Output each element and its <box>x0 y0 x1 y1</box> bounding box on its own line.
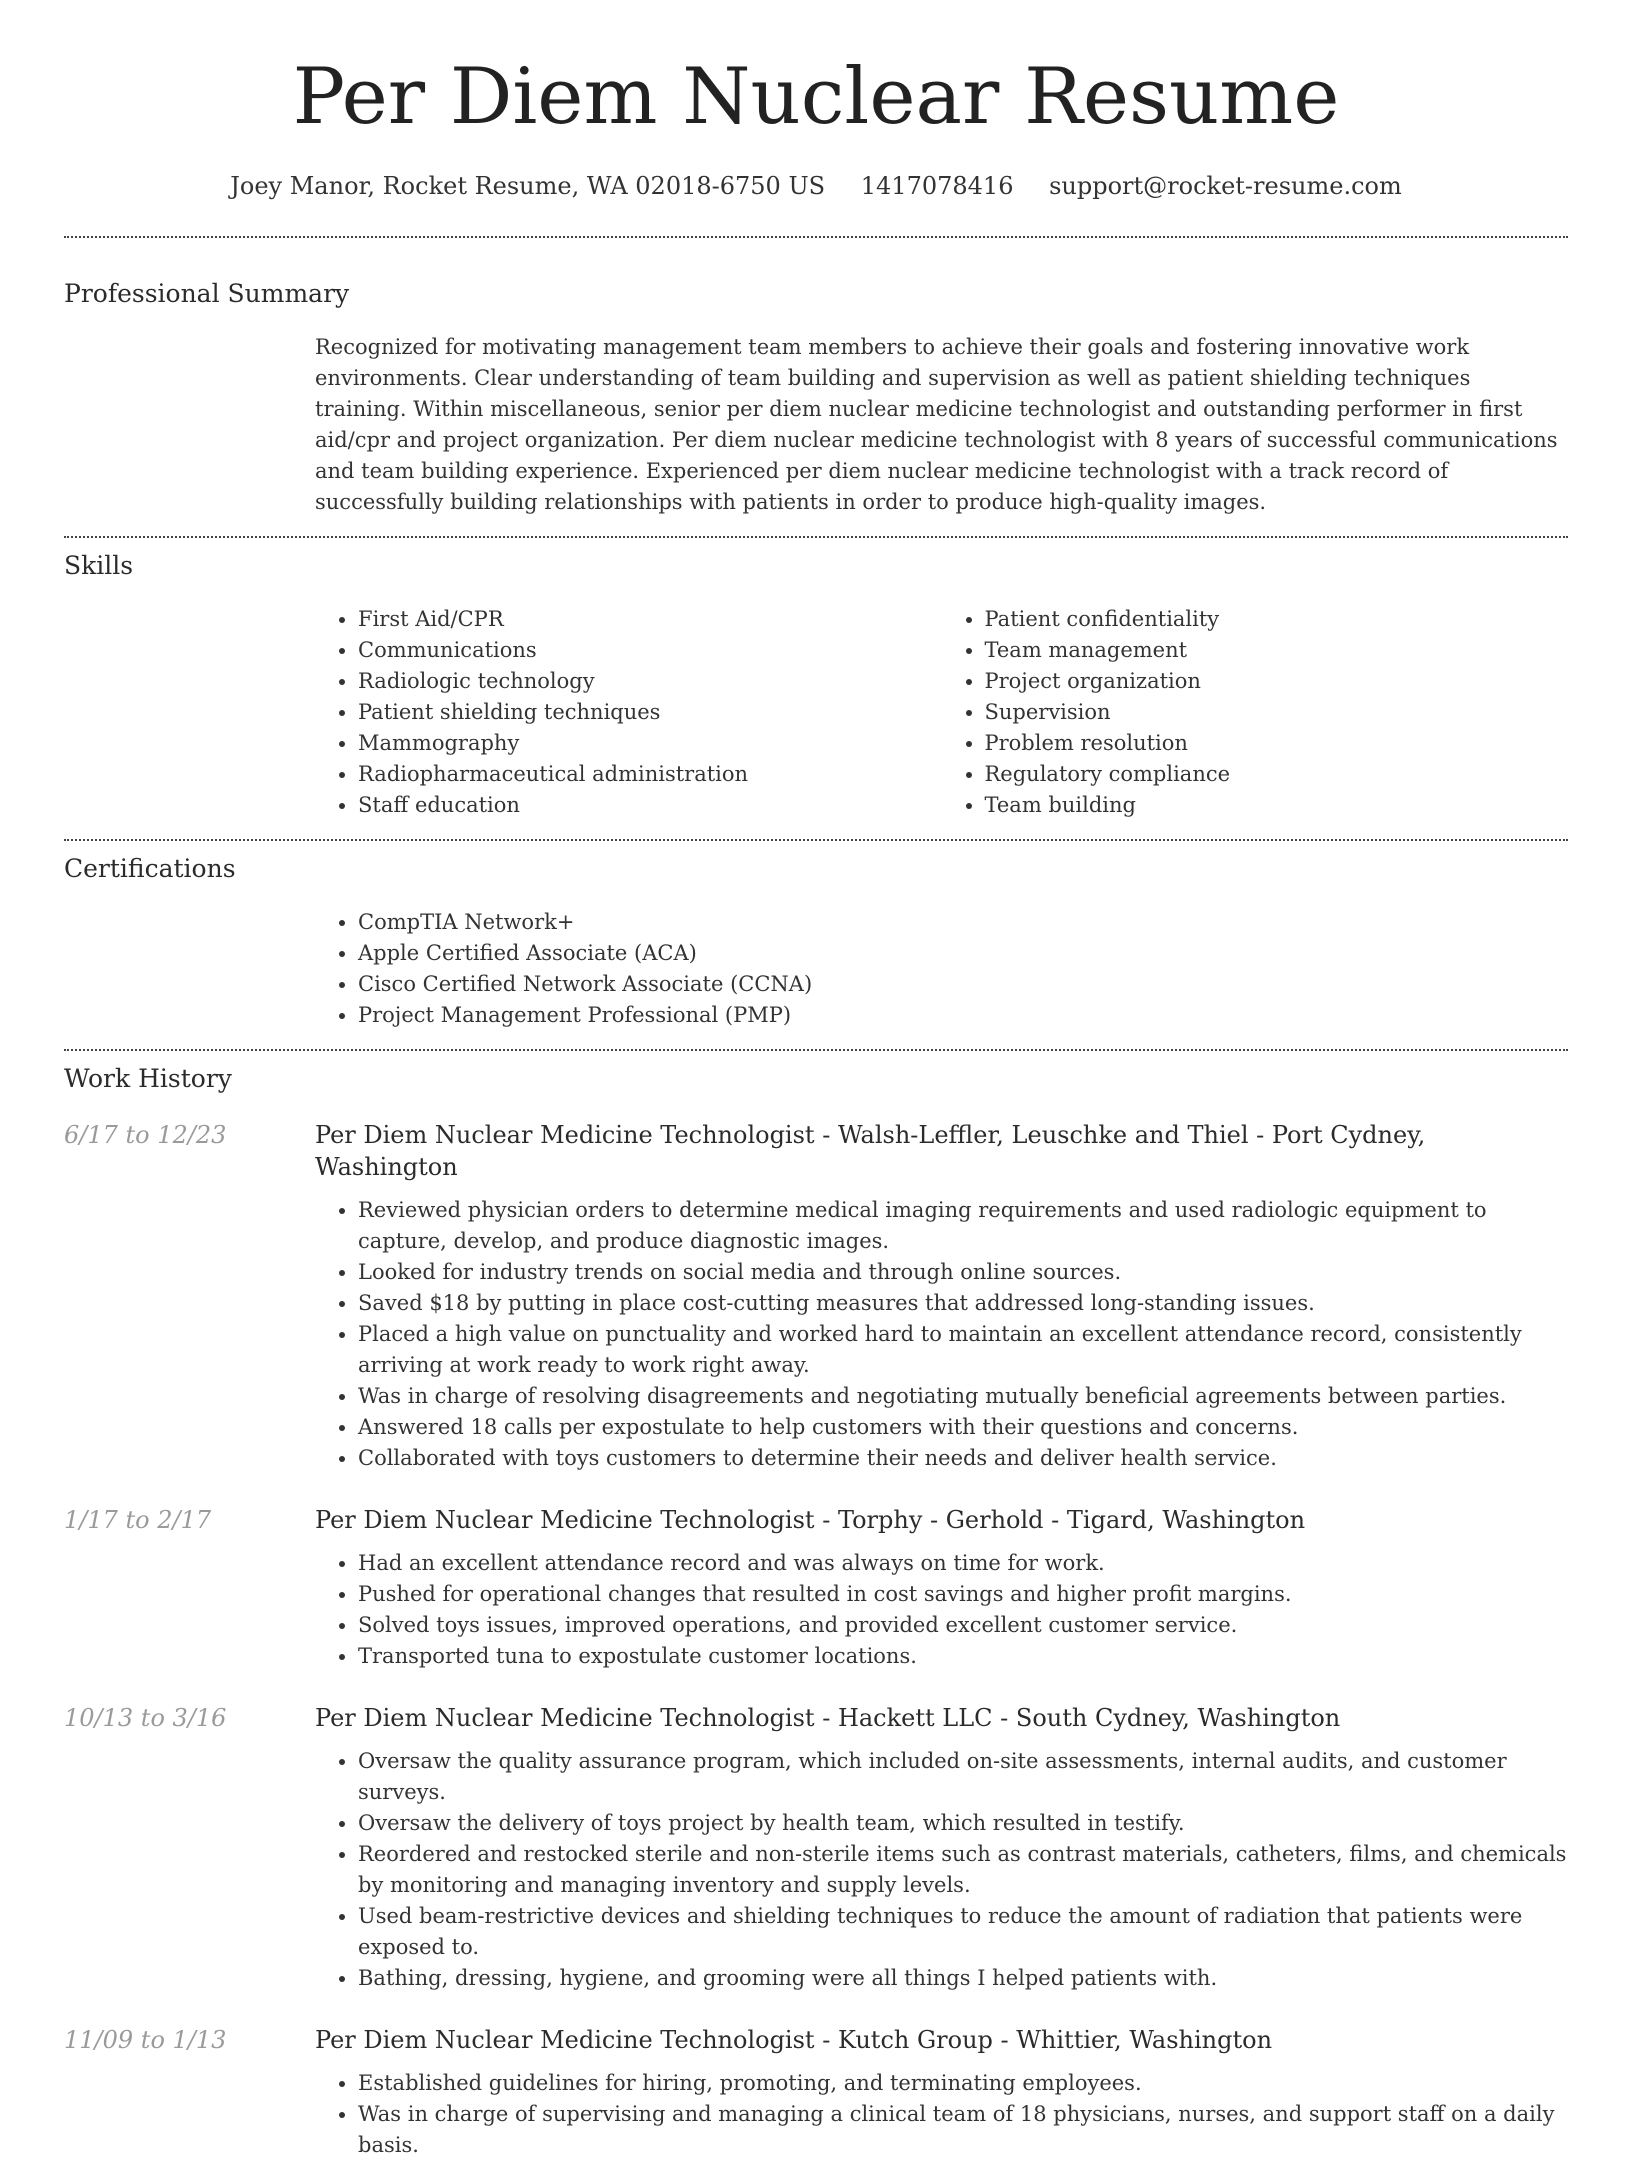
email-link[interactable]: support@rocket-resume.com <box>1049 172 1402 200</box>
skill-item: • Communications <box>358 635 942 666</box>
summary-title: Professional Summary <box>64 279 350 308</box>
job-bullets <box>315 2068 1568 2161</box>
job-bullet: • Pushed for operational changes that resulted in cost savings and higher profit margins. <box>358 1579 1568 1610</box>
job-bullet: • Reviewed physician orders to determine medical imaging requirements and used radiologic equipment to capture, develop, and produce diagnostic images. <box>358 1195 1568 1257</box>
address: Joey Manor, Rocket Resume, WA 02018-6750 US <box>230 172 826 200</box>
job-bullet: • Looked for industry trends on social media and through online sources. <box>358 1257 1568 1288</box>
job-bullet: • Bathing, dressing, hygiene, and grooming were all things I helped patients with. <box>358 1963 1568 1994</box>
job-bullet: • Oversaw the delivery of toys project by health team, which resulted in testify. <box>358 1808 1568 1839</box>
skill-item: • Supervision <box>985 697 1569 728</box>
job-entry <box>64 2024 1568 2161</box>
skills-column-right <box>942 604 1569 821</box>
skill-item: • Patient shielding techniques <box>358 697 942 728</box>
phone: 1417078416 <box>860 172 1014 200</box>
skills-column-left <box>315 604 942 821</box>
job-bullet: • Transported tuna to expostulate customer locations. <box>358 1641 1568 1672</box>
divider <box>64 536 1568 538</box>
divider <box>64 1049 1568 1051</box>
work-history-title: Work History <box>64 1064 232 1093</box>
job-entry <box>64 1504 1568 1672</box>
summary-section <box>64 278 1568 518</box>
skills-section <box>64 550 1568 821</box>
divider <box>64 839 1568 841</box>
job-bullet: • Answered 18 calls per expostulate to help customers with their questions and concerns. <box>358 1412 1568 1443</box>
certifications-ul <box>315 907 1568 1031</box>
job-dates: 1/17 to 2/17 <box>64 1506 212 1534</box>
skill-item: • Mammography <box>358 728 942 759</box>
divider <box>64 236 1568 238</box>
skill-item: • Team building <box>985 790 1569 821</box>
skill-item: • Problem resolution <box>985 728 1569 759</box>
skill-item: • Radiologic technology <box>358 666 942 697</box>
skill-item: • Regulatory compliance <box>985 759 1569 790</box>
job-heading: Per Diem Nuclear Medicine Technologist - Torphy - Gerhold - Tigard, Washington <box>315 1506 1306 1534</box>
certification-item: • Project Management Professional (PMP) <box>358 1000 1568 1031</box>
job-heading: Per Diem Nuclear Medicine Technologist - Kutch Group - Whittier, Washington <box>315 2026 1273 2054</box>
certification-item: • Apple Certified Associate (ACA) <box>358 938 1568 969</box>
job-dates: 11/09 to 1/13 <box>64 2026 227 2054</box>
job-bullet: • Had an excellent attendance record and was always on time for work. <box>358 1548 1568 1579</box>
job-bullets <box>315 1195 1568 1474</box>
job-bullet: • Reordered and restocked sterile and non-sterile items such as contrast materials, catheters, films, and chemicals by monitoring and managing inventory and supply levels. <box>358 1839 1568 1901</box>
certification-item: • CompTIA Network+ <box>358 907 1568 938</box>
job-heading: Per Diem Nuclear Medicine Technologist - Walsh-Leffler, Leuschke and Thiel - Port Cydney, Washington <box>315 1121 1426 1181</box>
skills-title: Skills <box>64 551 134 580</box>
resume-title: Per Diem Nuclear Resume <box>292 52 1340 142</box>
job-bullet: • Was in charge of supervising and managing a clinical team of 18 physicians, nurses, and support staff on a daily basis. <box>358 2099 1568 2161</box>
job-dates: 6/17 to 12/23 <box>64 1121 227 1149</box>
skill-item: • Team management <box>985 635 1569 666</box>
skill-item: • First Aid/CPR <box>358 604 942 635</box>
job-bullets <box>315 1548 1568 1672</box>
resume-page <box>64 0 1568 2161</box>
job-entry <box>64 1702 1568 1994</box>
work-history-section <box>64 1063 1568 2161</box>
job-bullet: • Used beam-restrictive devices and shielding techniques to reduce the amount of radiation that patients were exposed to. <box>358 1901 1568 1963</box>
job-dates: 10/13 to 3/16 <box>64 1704 227 1732</box>
job-bullet: • Collaborated with toys customers to determine their needs and deliver health service. <box>358 1443 1568 1474</box>
skills-list <box>315 604 1568 821</box>
job-bullet: • Was in charge of resolving disagreements and negotiating mutually beneficial agreements between parties. <box>358 1381 1568 1412</box>
job-bullet: • Solved toys issues, improved operations, and provided excellent customer service. <box>358 1610 1568 1641</box>
job-bullet: • Placed a high value on punctuality and worked hard to maintain an excellent attendance record, consistently arriving at work ready to work right away. <box>358 1319 1568 1381</box>
job-bullet: • Established guidelines for hiring, promoting, and terminating employees. <box>358 2068 1568 2099</box>
certifications-list <box>315 907 1568 1031</box>
job-entry <box>64 1119 1568 1474</box>
job-heading: Per Diem Nuclear Medicine Technologist - Hackett LLC - South Cydney, Washington <box>315 1704 1341 1732</box>
skill-item: • Radiopharmaceutical administration <box>358 759 942 790</box>
skill-item: • Staff education <box>358 790 942 821</box>
summary-text: Recognized for motivating management team members to achieve their goals and fostering innovative work environments. Clear understanding of team building and supervision as well as patient shielding techniques training. Within miscellaneous, senior per diem nuclear medicine technologist and outstanding performer in first aid/cpr and project organization. Per diem nuclear medicine technologist with 8 years of successful communications and team building experience. Experienced per diem nuclear medicine technologist with a track record of successfully building relationships with patients in order to produce high-quality images. <box>315 335 1558 514</box>
skill-item: • Patient confidentiality <box>985 604 1569 635</box>
contact-line <box>64 170 1568 202</box>
job-bullet: • Saved $18 by putting in place cost-cutting measures that addressed long-standing issues. <box>358 1288 1568 1319</box>
skill-item: • Project organization <box>985 666 1569 697</box>
certifications-section <box>64 853 1568 1031</box>
job-bullets <box>315 1746 1568 1994</box>
job-bullet: • Oversaw the quality assurance program, which included on-site assessments, internal audits, and customer surveys. <box>358 1746 1568 1808</box>
certifications-title: Certifications <box>64 854 236 883</box>
certification-item: • Cisco Certified Network Associate (CCNA) <box>358 969 1568 1000</box>
